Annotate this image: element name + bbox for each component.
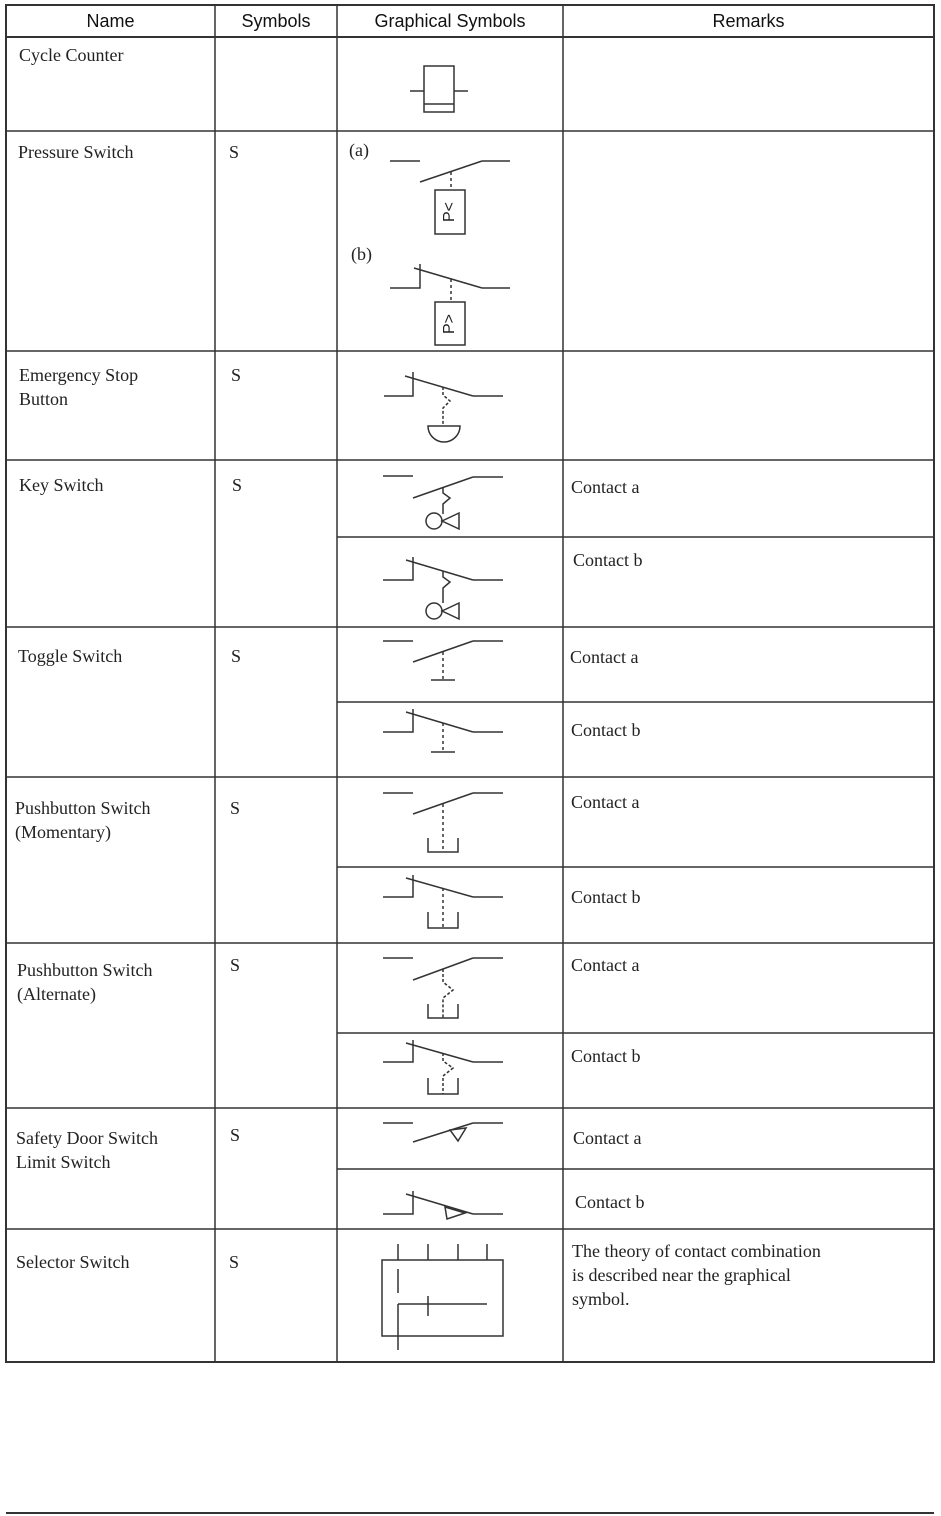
footer-rule	[6, 1512, 934, 1514]
row-name: Cycle Counter	[19, 45, 124, 65]
variant-label-a: (a)	[349, 140, 369, 160]
key-switch-a-symbol	[383, 476, 503, 529]
remark-contact-a: Contact a	[573, 1128, 642, 1148]
remark-contact-b: Contact b	[573, 550, 643, 570]
remark-contact-a: Contact a	[570, 647, 639, 667]
cycle-counter-symbol	[410, 66, 468, 112]
limit-switch-b-symbol	[383, 1191, 503, 1219]
pressure-a-symbol-text-label: P<	[440, 201, 458, 223]
row-name: Selector Switch	[16, 1252, 130, 1272]
row-name: Key Switch	[19, 475, 104, 495]
pushbutton-momentary-a-symbol	[383, 793, 503, 852]
remark-line-1: The theory of contact combination	[572, 1241, 821, 1261]
row-name: Pushbutton Switch	[17, 960, 153, 980]
variant-label-b: (b)	[351, 244, 372, 264]
row-symbol: S	[229, 1252, 240, 1272]
remark-contact-b: Contact b	[571, 887, 641, 907]
toggle-switch-b-symbol	[383, 709, 503, 752]
pressure-b-symbol-text	[435, 302, 465, 345]
remark-contact-b: Contact b	[575, 1192, 645, 1212]
row-name-line2: (Momentary)	[15, 822, 111, 842]
row-symbol: S	[230, 955, 241, 975]
row-symbol: S	[231, 365, 242, 385]
remark-contact-a: Contact a	[571, 477, 640, 497]
row-symbol: S	[230, 798, 241, 818]
pressure-a-symbol-text	[435, 190, 465, 234]
pushbutton-momentary-b-symbol	[383, 875, 503, 928]
row-symbol: S	[229, 142, 240, 162]
emergency-stop-symbol	[384, 372, 503, 442]
remark-contact-b: Contact b	[571, 720, 641, 740]
row-name: Toggle Switch	[18, 646, 123, 666]
row-name: Pushbutton Switch	[15, 798, 151, 818]
row-name: Emergency Stop	[19, 365, 139, 385]
key-switch-b-symbol	[383, 557, 503, 619]
header-symbols: Symbols	[241, 10, 311, 31]
remark-contact-a: Contact a	[571, 792, 640, 812]
row-name: Safety Door Switch	[16, 1128, 158, 1148]
row-name-line2: Button	[19, 389, 69, 409]
pressure-b-symbol-text-label: P>	[440, 313, 458, 334]
remark-contact-a: Contact a	[571, 955, 640, 975]
header-remarks: Remarks	[712, 10, 785, 31]
header-name: Name	[86, 10, 135, 31]
remark-line-2: is described near the graphical	[572, 1265, 791, 1285]
row-name-line2: Limit Switch	[16, 1152, 111, 1172]
row-symbol: S	[231, 646, 242, 666]
remark-contact-b: Contact b	[571, 1046, 641, 1066]
selector-switch-symbol	[382, 1244, 503, 1350]
row-symbol: S	[230, 1125, 241, 1145]
limit-switch-a-symbol	[383, 1123, 503, 1142]
row-name: Pressure Switch	[18, 142, 134, 162]
row-symbol: S	[232, 475, 243, 495]
header-graphical-symbols: Graphical Symbols	[374, 10, 526, 31]
remark-line-3: symbol.	[572, 1289, 630, 1309]
pushbutton-alternate-a-symbol	[383, 958, 503, 1018]
row-name-line2: (Alternate)	[17, 984, 96, 1004]
toggle-switch-a-symbol	[383, 641, 503, 680]
pushbutton-alternate-b-symbol	[383, 1040, 503, 1094]
